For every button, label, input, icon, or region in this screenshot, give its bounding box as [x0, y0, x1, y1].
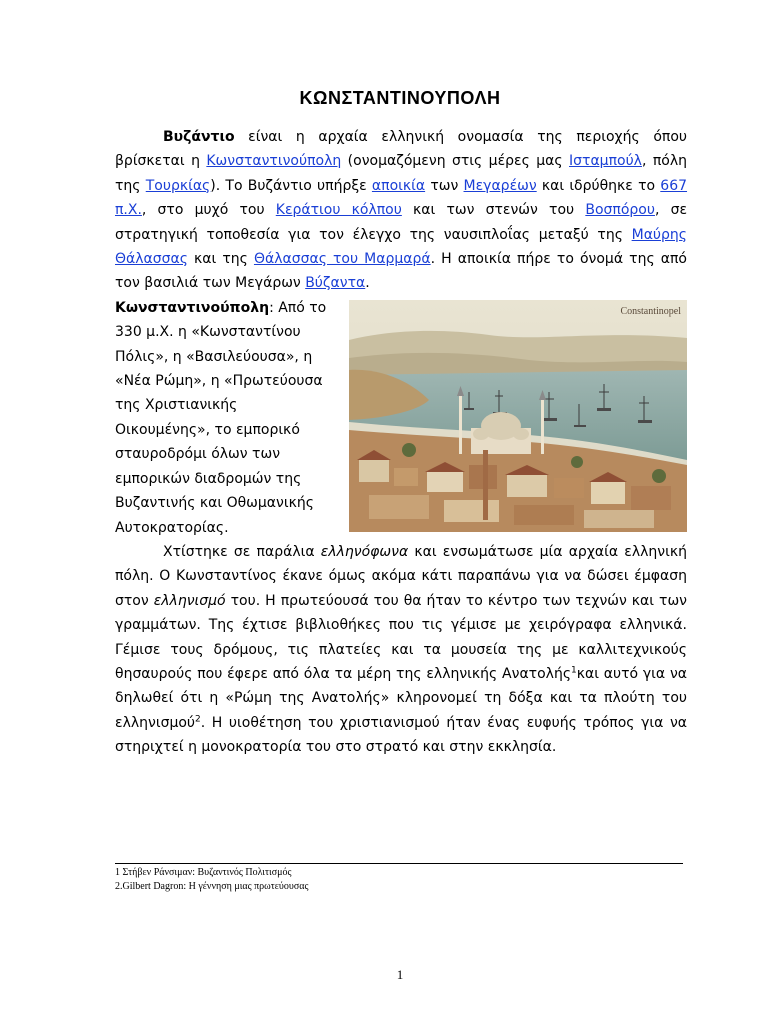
text-run: . Η αποικία πήρε το όνομά της από τον βασιλιά των Μεγάρων: [115, 251, 687, 292]
link-vosporou[interactable]: Βοσπόρου: [585, 202, 655, 219]
link-tourkia[interactable]: Τουρκίας: [145, 177, 211, 194]
text-run: και ενσωμάτωσε μία αρχαία ελληνική πόλη. Ο Κωνσταντίνος έκανε όμως ακόμα κάτι παραπάνω για να δώσει έμφαση στον: [115, 543, 687, 609]
link-667-bc[interactable]: 667 π.Χ.: [115, 177, 688, 219]
text-run: και των στενών του: [401, 202, 586, 219]
link-keratiou-kolpou[interactable]: Κεράτιου κόλπου: [275, 202, 402, 219]
footnote-ref-2[interactable]: 2: [195, 714, 201, 725]
link-mavris-thalassas[interactable]: Μαύρης Θάλασσας: [115, 226, 687, 268]
text-run: και ιδρύθηκε το: [536, 177, 661, 194]
footnote-2: 2.Gilbert Dagron: Η γέννηση μιας πρωτεύουσας: [115, 881, 309, 892]
text-run: και της: [187, 251, 254, 268]
link-apoikia[interactable]: αποικία: [371, 177, 426, 194]
paragraph-hellenism: [115, 540, 687, 760]
text-run: .: [365, 275, 370, 292]
footnotes: [115, 866, 683, 894]
page-number: 1: [396, 967, 404, 982]
term-konstantinoupoli: Κωνσταντινούπολη: [115, 299, 270, 316]
footnote-1: 1 Στήβεν Ράνσιμαν: Βυζαντινός Πολιτισμός: [115, 867, 292, 878]
link-thalassas-marmara[interactable]: Θάλασσας του Μαρμαρά: [253, 251, 431, 268]
text-run: : Από το 330 μ.Χ. η «Κωνσταντίνου Πόλις», η «Βασιλεύουσα», η «Νέα Ρώμη», η «Πρωτεύουσα της Χριστιανικής Οικουμένης», το εμπορικό σταυροδρόμι όλων των εμπορικών διαδρομών της Βυζαντινής και Οθωμανικής Αυτοκρατορίας.: [115, 299, 327, 536]
document-body: [115, 125, 687, 760]
page-title: ΚΩΝΣΤΑΝΤΙΝΟΥΠΟΛΗ: [299, 88, 501, 108]
constantinople-image: [349, 300, 687, 532]
image-caption: Constantinopel: [620, 305, 681, 317]
paragraph-byzantio: [115, 125, 687, 296]
text-run: Χτίστηκε σε παράλια: [163, 543, 321, 560]
link-vyzanta[interactable]: Βύζαντα: [305, 275, 366, 292]
text-run: του. Η πρωτεύουσά του θα ήταν το κέντρο των τεχνών και των γραμμάτων. Της έχτισε βιβλιοθήκες που τις γέμισε με χειρόγραφα ελληνικά. Γέμισε τους δρόμους, τις πλατείες και τα μουσεία της με καλλιτεχνικούς θησαυρούς που έφερε από όλα τα μέρη της ελληνικής Ανατολής: [115, 592, 687, 682]
term-byzantio: Βυζάντιο: [163, 129, 235, 145]
italic-ellinismo: ελληνισμό: [153, 592, 226, 609]
text-run: . Η υιοθέτηση του χριστιανισμού ήταν ένας ευφυής τρόπος για να στηριχτεί η μονοκρατορία του στο στρατό και στην εκκλησία.: [115, 714, 687, 756]
text-run: (ονομαζόμενη στις μέρες μας: [341, 153, 570, 170]
text-run: , στο μυχό του: [141, 202, 276, 219]
text-run: , σε στρατηγική τοποθεσία για τον έλεγχο της ναυσιπλοΐας μεταξύ της: [115, 202, 688, 243]
text-run: των: [425, 177, 464, 194]
link-konstantinoupoli[interactable]: Κωνσταντινούπολη: [206, 153, 342, 170]
footnote-separator: [115, 863, 683, 864]
text-run: είναι η αρχαία ελληνική ονομασία της περιοχής όπου βρίσκεται η: [115, 129, 687, 170]
footnote-ref-1[interactable]: 1: [571, 665, 577, 676]
link-megareon[interactable]: Μεγαρέων: [463, 177, 537, 194]
text-run: και αυτό για να δηλωθεί ότι η «Ρώμη της Ανατολής» κληρονομεί τη δόξα και τα πλούτη του ελληνισμού: [115, 665, 687, 731]
text-run: , πόλη της: [115, 153, 687, 194]
link-istanbul[interactable]: Ισταμπούλ: [569, 153, 642, 170]
text-run: ). Το Βυζάντιο υπήρξε: [210, 177, 372, 194]
constantinople-painting: [349, 300, 687, 532]
italic-elinofona: ελληνόφωνα: [320, 543, 409, 560]
